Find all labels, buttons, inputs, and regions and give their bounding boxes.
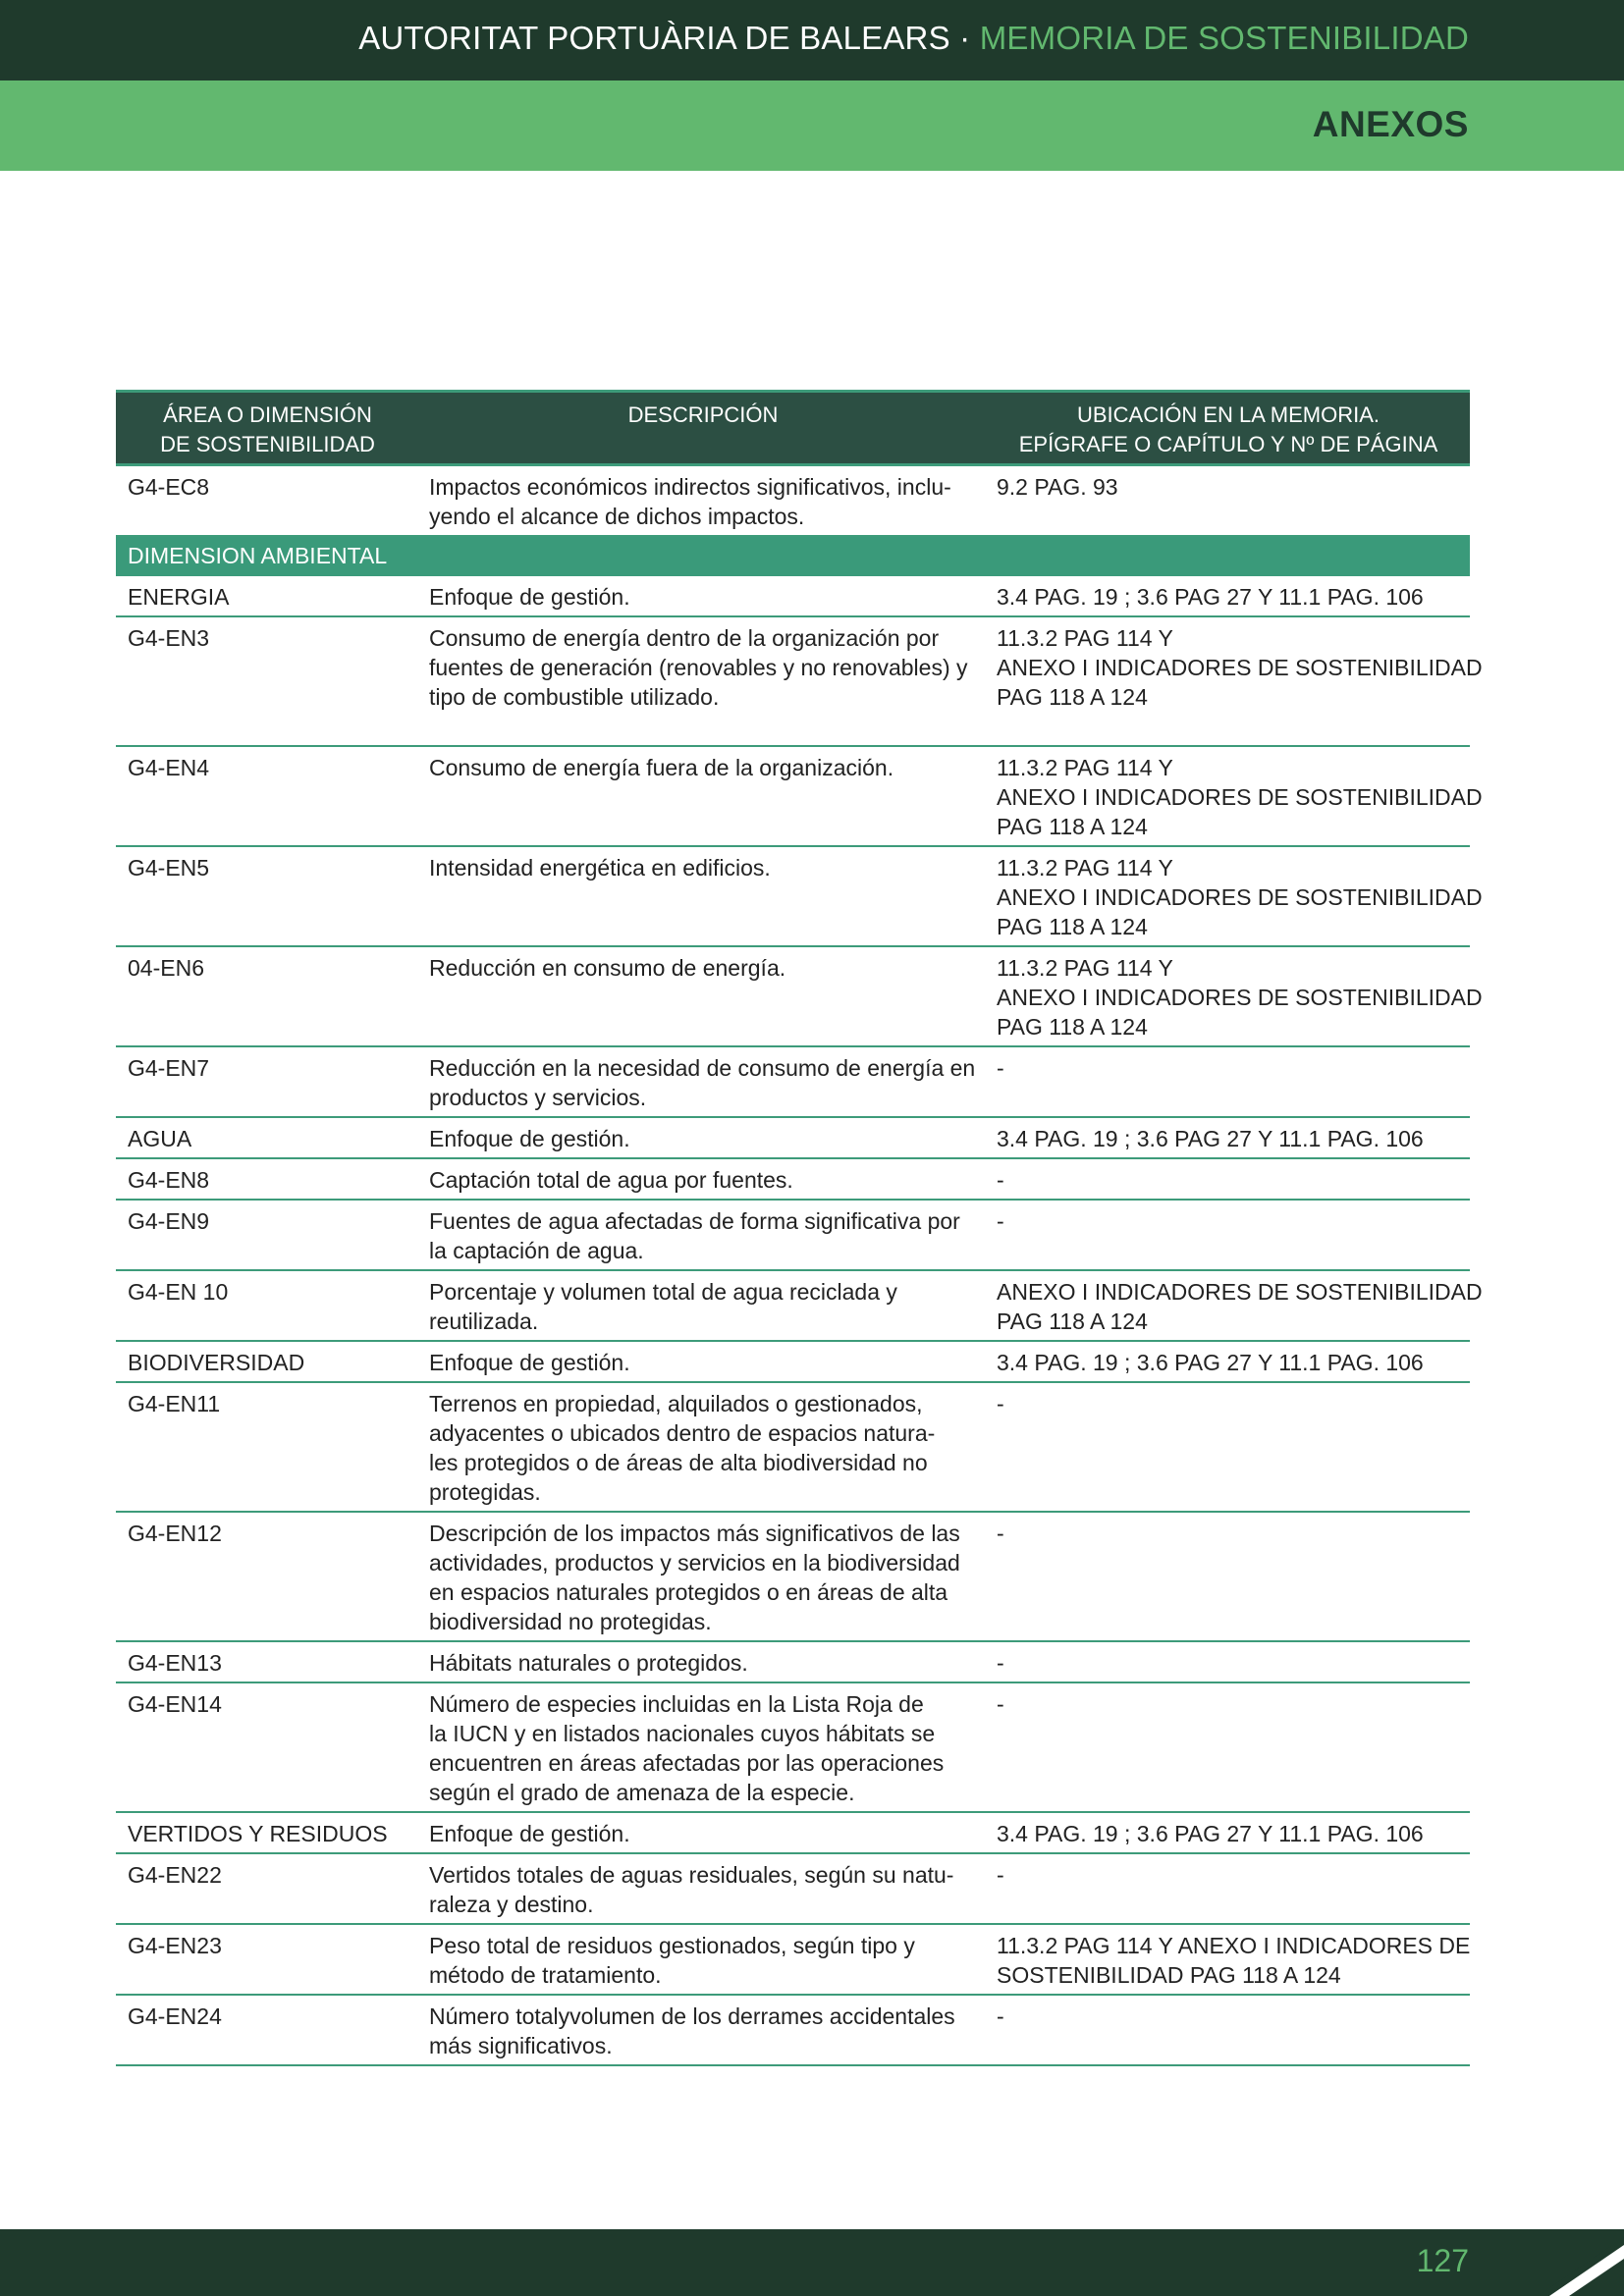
cell-ubicacion [987, 465, 1470, 537]
cell-ubicacion [987, 575, 1470, 616]
table-row [116, 1200, 1470, 1270]
cell-area: G4-EN24 [116, 1995, 419, 2065]
descripcion-line: Descripción de los impactos más significativos de las [429, 1521, 960, 1546]
cell-area: AGUA [116, 1117, 419, 1158]
cell-area: G4-EN5 [116, 846, 419, 946]
table-row [116, 616, 1470, 746]
cell-descripcion [419, 1117, 987, 1158]
header-area-line: ÁREA O DIMENSIÓN [163, 402, 372, 427]
cell-descripcion [419, 746, 987, 846]
ubicacion-line: 3.4 PAG. 19 ; 3.6 PAG 27 Y 11.1 PAG. 106 [997, 1350, 1424, 1375]
cell-descripcion [419, 1924, 987, 1995]
ubicacion-line: ANEXO I INDICADORES DE SOSTENIBILIDAD [997, 1279, 1483, 1305]
ubicacion-line: ANEXO I INDICADORES DE SOSTENIBILIDAD [997, 784, 1483, 810]
ubicacion-line: 3.4 PAG. 19 ; 3.6 PAG 27 Y 11.1 PAG. 106 [997, 1126, 1424, 1151]
table-row [116, 1812, 1470, 1853]
cell-descripcion [419, 1512, 987, 1641]
cell-ubicacion [987, 846, 1483, 946]
header-descripcion-line: DESCRIPCIÓN [627, 402, 779, 427]
descripcion-line: reutilizada. [429, 1308, 539, 1334]
organization-name: AUTORITAT PORTUÀRIA DE BALEARS [358, 20, 950, 56]
descripcion-line: Número de especies incluidas en la Lista Roja de [429, 1691, 924, 1717]
ubicacion-line: - [997, 1167, 1004, 1193]
cell-area: G4-EN 10 [116, 1270, 419, 1341]
descripcion-line: Porcentaje y volumen total de agua reciclada y [429, 1279, 897, 1305]
table-row [116, 1046, 1470, 1117]
descripcion-line: Enfoque de gestión. [429, 1126, 630, 1151]
footer-stripe-icon [1506, 2229, 1624, 2296]
cell-descripcion [419, 1158, 987, 1200]
cell-descripcion [419, 946, 987, 1046]
descripcion-line: Enfoque de gestión. [429, 1350, 630, 1375]
descripcion-line: más significativos. [429, 2033, 613, 2058]
cell-ubicacion [987, 616, 1483, 746]
ubicacion-line: PAG 118 A 124 [997, 814, 1148, 839]
ubicacion-line: 11.3.2 PAG 114 Y [997, 755, 1173, 780]
table-row [116, 1995, 1470, 2065]
descripcion-line: yendo el alcance de dichos impactos. [429, 504, 805, 529]
cell-descripcion [419, 465, 987, 537]
table-row [116, 846, 1470, 946]
table-row [116, 946, 1470, 1046]
ubicacion-line: - [997, 1862, 1004, 1888]
descripcion-line: la captación de agua. [429, 1238, 644, 1263]
cell-descripcion [419, 1812, 987, 1853]
ubicacion-line: 11.3.2 PAG 114 Y [997, 855, 1173, 881]
ubicacion-line: - [997, 2003, 1004, 2029]
cell-area: G4-EN14 [116, 1682, 419, 1812]
descripcion-line: fuentes de generación (renovables y no renovables) y [429, 655, 968, 680]
ubicacion-line: ANEXO I INDICADORES DE SOSTENIBILIDAD [997, 884, 1483, 910]
descripcion-line: biodiversidad no protegidas. [429, 1609, 712, 1634]
descripcion-line: actividades, productos y servicios en la biodiversidad [429, 1550, 960, 1575]
cell-ubicacion [987, 1995, 1470, 2065]
cell-ubicacion [987, 1924, 1470, 1995]
cell-ubicacion [987, 1200, 1470, 1270]
table-header [116, 392, 1470, 465]
section-title: ANEXOS [1312, 104, 1469, 144]
cell-area: G4-EN4 [116, 746, 419, 846]
cell-descripcion [419, 1995, 987, 2065]
group-label: DIMENSION AMBIENTAL [116, 536, 1470, 575]
cell-ubicacion [987, 1341, 1470, 1382]
table-row [116, 1341, 1470, 1382]
section-header-bar [0, 80, 1624, 171]
descripcion-line: método de tratamiento. [429, 1962, 662, 1988]
cell-area: G4-EN23 [116, 1924, 419, 1995]
ubicacion-line: ANEXO I INDICADORES DE SOSTENIBILIDAD [997, 655, 1483, 680]
cell-descripcion [419, 575, 987, 616]
cell-area: G4-EN22 [116, 1853, 419, 1924]
header-descripcion [419, 392, 987, 465]
descripcion-line: Fuentes de agua afectadas de forma significativa por [429, 1208, 960, 1234]
ubicacion-line: PAG 118 A 124 [997, 1308, 1148, 1334]
table-group-row [116, 536, 1470, 575]
cell-area: 04-EN6 [116, 946, 419, 1046]
cell-descripcion [419, 1641, 987, 1682]
table-row [116, 1924, 1470, 1995]
table-row [116, 465, 1470, 537]
table-body [116, 465, 1483, 2066]
descripcion-line: tipo de combustible utilizado. [429, 684, 720, 710]
descripcion-line: adyacentes o ubicados dentro de espacios natura- [429, 1420, 936, 1446]
table-row [116, 1117, 1470, 1158]
ubicacion-line: 3.4 PAG. 19 ; 3.6 PAG 27 Y 11.1 PAG. 106 [997, 1821, 1424, 1846]
ubicacion-line: - [997, 1208, 1004, 1234]
cell-ubicacion [987, 946, 1483, 1046]
ubicacion-line: SOSTENIBILIDAD PAG 118 A 124 [997, 1962, 1341, 1988]
descripcion-line: Captación total de agua por fuentes. [429, 1167, 793, 1193]
header-ubicacion-line: UBICACIÓN EN LA MEMORIA. [1076, 402, 1380, 427]
report-title [358, 20, 1469, 57]
table-row [116, 1682, 1470, 1812]
cell-area: G4-EC8 [116, 465, 419, 537]
ubicacion-line: - [997, 1391, 1004, 1416]
ubicacion-line: - [997, 1650, 1004, 1676]
cell-area: BIODIVERSIDAD [116, 1341, 419, 1382]
cell-area: G4-EN9 [116, 1200, 419, 1270]
table-row [116, 1158, 1470, 1200]
descripcion-line: Reducción en consumo de energía. [429, 955, 786, 981]
descripcion-line: productos y servicios. [429, 1085, 647, 1110]
cell-descripcion [419, 1382, 987, 1512]
descripcion-line: protegidas. [429, 1479, 541, 1505]
cell-descripcion [419, 1270, 987, 1341]
ubicacion-line: 11.3.2 PAG 114 Y [997, 625, 1173, 651]
cell-ubicacion [987, 746, 1483, 846]
cell-ubicacion [987, 1812, 1470, 1853]
table-row [116, 1641, 1470, 1682]
cell-ubicacion [987, 1046, 1470, 1117]
descripcion-line: Impactos económicos indirectos significativos, inclu- [429, 474, 951, 500]
ubicacion-line: ANEXO I INDICADORES DE SOSTENIBILIDAD [997, 985, 1483, 1010]
ubicacion-line: - [997, 1691, 1004, 1717]
ubicacion-line: PAG 118 A 124 [997, 1014, 1148, 1040]
table-row [116, 746, 1470, 846]
ubicacion-line: PAG 118 A 124 [997, 684, 1148, 710]
descripcion-line: la IUCN y en listados nacionales cuyos hábitats se [429, 1721, 936, 1746]
gri-index-table [116, 390, 1483, 2066]
cell-area: VERTIDOS Y RESIDUOS [116, 1812, 419, 1853]
cell-ubicacion [987, 1512, 1470, 1641]
header-area-line: DE SOSTENIBILIDAD [160, 432, 375, 456]
cell-area: G4-EN13 [116, 1641, 419, 1682]
cell-area: G4-EN3 [116, 616, 419, 746]
top-header-bar [0, 0, 1624, 80]
ubicacion-line: 3.4 PAG. 19 ; 3.6 PAG 27 Y 11.1 PAG. 106 [997, 584, 1424, 610]
cell-ubicacion [987, 1117, 1470, 1158]
cell-ubicacion [987, 1682, 1470, 1812]
descripcion-line: en espacios naturales protegidos o en áreas de alta [429, 1579, 948, 1605]
cell-descripcion [419, 846, 987, 946]
descripcion-line: Peso total de residuos gestionados, según tipo y [429, 1933, 915, 1958]
report-name: MEMORIA DE SOSTENIBILIDAD [979, 20, 1469, 56]
cell-ubicacion [987, 1641, 1470, 1682]
descripcion-line: Reducción en la necesidad de consumo de energía en [429, 1055, 976, 1081]
page-number: 127 [1416, 2243, 1469, 2278]
cell-ubicacion [987, 1382, 1470, 1512]
descripcion-line: Consumo de energía fuera de la organización. [429, 755, 894, 780]
ubicacion-line: - [997, 1521, 1004, 1546]
descripcion-line: Terrenos en propiedad, alquilados o gestionados, [429, 1391, 923, 1416]
cell-area: G4-EN8 [116, 1158, 419, 1200]
cell-descripcion [419, 616, 987, 746]
cell-ubicacion [987, 1158, 1470, 1200]
descripcion-line: Enfoque de gestión. [429, 584, 630, 610]
cell-descripcion [419, 1682, 987, 1812]
ubicacion-line: - [997, 1055, 1004, 1081]
descripcion-line: encuentren en áreas afectadas por las operaciones [429, 1750, 945, 1776]
cell-descripcion [419, 1853, 987, 1924]
table-row [116, 1512, 1470, 1641]
descripcion-line: Consumo de energía dentro de la organización por [429, 625, 940, 651]
table-row [116, 1382, 1470, 1512]
descripcion-line: Enfoque de gestión. [429, 1821, 630, 1846]
cell-area: ENERGIA [116, 575, 419, 616]
descripcion-line: Hábitats naturales o protegidos. [429, 1650, 748, 1676]
ubicacion-line: PAG 118 A 124 [997, 914, 1148, 939]
descripcion-line: Vertidos totales de aguas residuales, según su natu- [429, 1862, 954, 1888]
table-row [116, 1853, 1470, 1924]
table-row [116, 575, 1470, 616]
cell-area: G4-EN12 [116, 1512, 419, 1641]
ubicacion-line: 11.3.2 PAG 114 Y [997, 955, 1173, 981]
cell-area: G4-EN7 [116, 1046, 419, 1117]
table-header-row [116, 392, 1470, 465]
header-ubicacion [987, 392, 1470, 465]
cell-ubicacion [987, 1270, 1483, 1341]
descripcion-line: Número totalyvolumen de los derrames accidentales [429, 2003, 955, 2029]
descripcion-line: según el grado de amenaza de la especie. [429, 1780, 855, 1805]
header-area [116, 392, 419, 465]
cell-area: G4-EN11 [116, 1382, 419, 1512]
title-separator: · [949, 20, 980, 56]
descripcion-line: Intensidad energética en edificios. [429, 855, 771, 881]
cell-descripcion [419, 1046, 987, 1117]
cell-descripcion [419, 1200, 987, 1270]
footer-bar [0, 2229, 1624, 2296]
ubicacion-line: 11.3.2 PAG 114 Y ANEXO I INDICADORES DE [997, 1933, 1471, 1958]
table-row [116, 1270, 1470, 1341]
descripcion-line: les protegidos o de áreas de alta biodiversidad no [429, 1450, 928, 1475]
gri-index-table-container [116, 390, 1483, 2066]
ubicacion-line: 9.2 PAG. 93 [997, 474, 1118, 500]
cell-ubicacion [987, 1853, 1470, 1924]
header-ubicacion-line: EPÍGRAFE O CAPÍTULO Y Nº DE PÁGINA [1018, 432, 1438, 456]
descripcion-line: raleza y destino. [429, 1892, 594, 1917]
cell-descripcion [419, 1341, 987, 1382]
